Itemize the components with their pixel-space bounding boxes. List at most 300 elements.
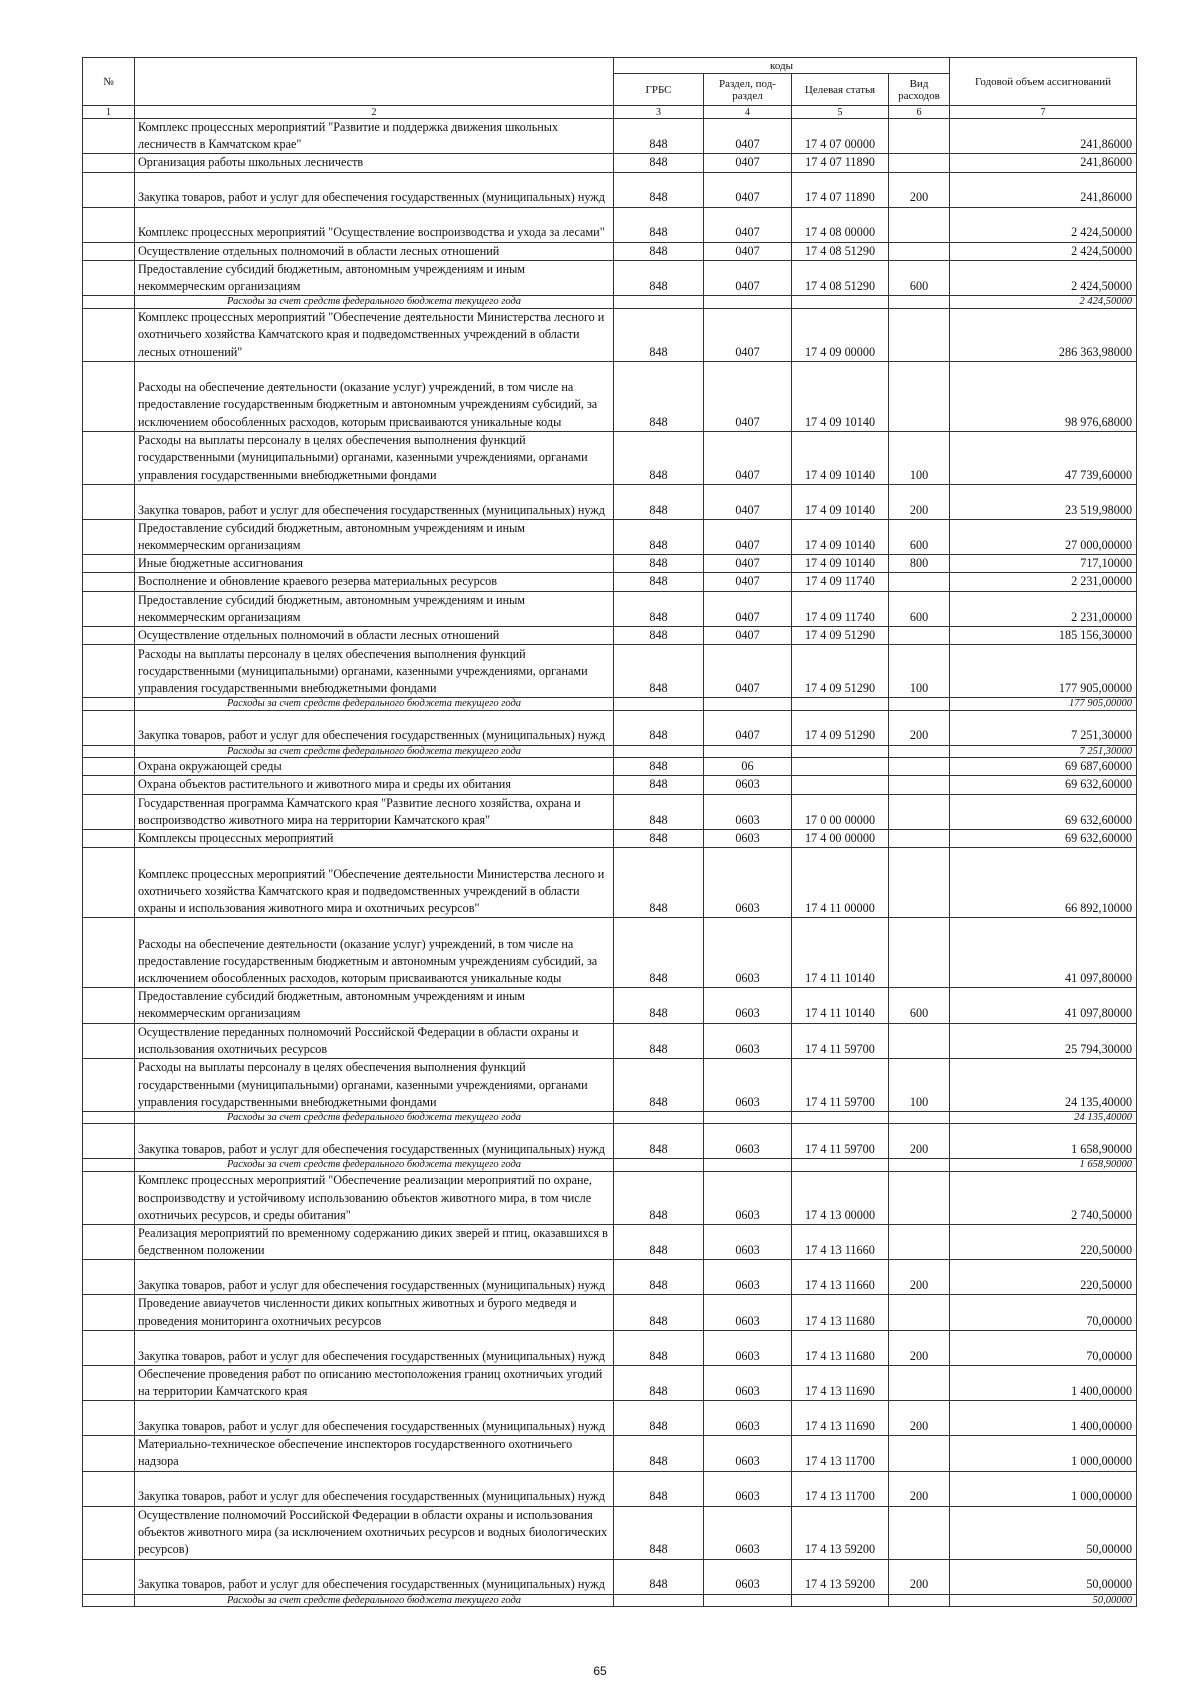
- table-row: [83, 484, 1137, 519]
- table-row: [83, 1260, 1137, 1295]
- cell-razdel: 0603: [704, 1330, 792, 1365]
- cell-amount: 1 400,00000: [950, 1365, 1137, 1400]
- table-row: [83, 1171, 1137, 1224]
- cell-grbs: 848: [614, 710, 704, 745]
- cell-tselevaya: 17 4 09 10140: [792, 431, 889, 484]
- cell-vid: [889, 296, 950, 309]
- cell-tselevaya: 17 4 13 59200: [792, 1506, 889, 1559]
- cell-name: Закупка товаров, работ и услуг для обеспечения государственных (муниципальных) нужд: [135, 1471, 614, 1506]
- cell-num: [83, 1224, 135, 1259]
- cell-razdel: 0407: [704, 555, 792, 573]
- cell-razdel: 0407: [704, 519, 792, 554]
- cell-vid: 100: [889, 645, 950, 698]
- cell-num: [83, 1436, 135, 1471]
- cell-name: Осуществление отдельных полномочий в области лесных отношений: [135, 242, 614, 260]
- cell-amount: 2 424,50000: [950, 296, 1137, 309]
- cell-razdel: 0603: [704, 1295, 792, 1330]
- cell-grbs: 848: [614, 1124, 704, 1159]
- cell-razdel: 0407: [704, 591, 792, 626]
- cell-razdel: 0603: [704, 1401, 792, 1436]
- cell-num: [83, 484, 135, 519]
- cell-razdel: 0407: [704, 710, 792, 745]
- cell-vid: [889, 1594, 950, 1607]
- federal-subrow: [83, 698, 1137, 711]
- table-row: [83, 1471, 1137, 1506]
- table-row: [83, 1224, 1137, 1259]
- cell-amount: 69 632,60000: [950, 776, 1137, 794]
- cell-tselevaya: [792, 1594, 889, 1607]
- cell-num: [83, 626, 135, 644]
- table-row: [83, 1023, 1137, 1058]
- cell-razdel: 0407: [704, 119, 792, 154]
- table-row: [83, 573, 1137, 591]
- cell-grbs: 848: [614, 555, 704, 573]
- cell-amount: 220,50000: [950, 1260, 1137, 1295]
- cell-razdel: 0603: [704, 1260, 792, 1295]
- header-grbs: ГРБС: [614, 74, 704, 106]
- cell-grbs: 848: [614, 154, 704, 172]
- cell-name: Комплекс процессных мероприятий "Обеспечение деятельности Министерства лесного и охотничьего хозяйства Камчатского края и подведомственных учреждений в области охраны и использования животного мира и охотничьих ресурсов": [135, 848, 614, 918]
- cell-num: [83, 848, 135, 918]
- cell-vid: [889, 573, 950, 591]
- cell-razdel: 0603: [704, 988, 792, 1023]
- cell-num: [83, 555, 135, 573]
- cell-tselevaya: [792, 776, 889, 794]
- table-row: [83, 1401, 1137, 1436]
- table-row: [83, 1506, 1137, 1559]
- cell-grbs: 848: [614, 1471, 704, 1506]
- cell-razdel: 0603: [704, 1058, 792, 1111]
- cell-tselevaya: 17 4 09 10140: [792, 484, 889, 519]
- cell-vid: [889, 698, 950, 711]
- colnum-3: 3: [614, 106, 704, 119]
- cell-amount: 98 976,68000: [950, 361, 1137, 431]
- cell-razdel: [704, 698, 792, 711]
- cell-amount: 69 632,60000: [950, 794, 1137, 829]
- cell-num: [83, 1365, 135, 1400]
- cell-vid: 200: [889, 1124, 950, 1159]
- table-row: [83, 555, 1137, 573]
- cell-name: Закупка товаров, работ и услуг для обеспечения государственных (муниципальных) нужд: [135, 172, 614, 207]
- cell-grbs: 848: [614, 1224, 704, 1259]
- cell-vid: 200: [889, 1559, 950, 1594]
- cell-num: [83, 119, 135, 154]
- cell-amount: 1 000,00000: [950, 1436, 1137, 1471]
- cell-tselevaya: 17 4 13 11660: [792, 1224, 889, 1259]
- cell-vid: 200: [889, 484, 950, 519]
- cell-razdel: 0407: [704, 626, 792, 644]
- cell-tselevaya: [792, 698, 889, 711]
- cell-tselevaya: 17 4 13 59200: [792, 1559, 889, 1594]
- cell-vid: [889, 119, 950, 154]
- cell-razdel: 0407: [704, 573, 792, 591]
- cell-razdel: 0407: [704, 484, 792, 519]
- cell-num: [83, 1330, 135, 1365]
- cell-vid: 200: [889, 1260, 950, 1295]
- cell-amount: 70,00000: [950, 1295, 1137, 1330]
- cell-grbs: 848: [614, 794, 704, 829]
- cell-name: Комплекс процессных мероприятий "Развитие и поддержка движения школьных лесничеств в Камчатском крае": [135, 119, 614, 154]
- cell-num: [83, 1159, 135, 1172]
- cell-grbs: 848: [614, 242, 704, 260]
- cell-amount: 50,00000: [950, 1506, 1137, 1559]
- cell-vid: [889, 361, 950, 431]
- cell-vid: [889, 1295, 950, 1330]
- cell-name: Расходы за счет средств федерального бюджета текущего года: [135, 745, 614, 758]
- cell-vid: [889, 745, 950, 758]
- cell-razdel: [704, 1594, 792, 1607]
- cell-vid: [889, 1436, 950, 1471]
- cell-grbs: 848: [614, 776, 704, 794]
- federal-subrow: [83, 1111, 1137, 1124]
- cell-grbs: 848: [614, 1559, 704, 1594]
- table-row: [83, 918, 1137, 988]
- cell-vid: [889, 848, 950, 918]
- cell-tselevaya: 17 0 00 00000: [792, 794, 889, 829]
- cell-name: Расходы на выплаты персоналу в целях обеспечения выполнения функций государственными (муниципальными) органами, казенными учреждениями, органами управления государственными внебюджетными фондами: [135, 431, 614, 484]
- table-row: [83, 829, 1137, 847]
- cell-name: Расходы на выплаты персоналу в целях обеспечения выполнения функций государственными (муниципальными) органами, казенными учреждениями, органами управления государственными внебюджетными фондами: [135, 1058, 614, 1111]
- cell-num: [83, 260, 135, 295]
- cell-razdel: [704, 745, 792, 758]
- cell-name: Закупка товаров, работ и услуг для обеспечения государственных (муниципальных) нужд: [135, 484, 614, 519]
- cell-tselevaya: [792, 758, 889, 776]
- cell-tselevaya: 17 4 08 51290: [792, 260, 889, 295]
- cell-amount: 7 251,30000: [950, 745, 1137, 758]
- cell-amount: 220,50000: [950, 1224, 1137, 1259]
- cell-tselevaya: 17 4 08 51290: [792, 242, 889, 260]
- cell-name: Комплекс процессных мероприятий "Обеспечение деятельности Министерства лесного и охотничьего хозяйства Камчатского края и подведомственных учреждений в области лесных отношений": [135, 308, 614, 361]
- cell-grbs: 848: [614, 119, 704, 154]
- cell-grbs: 848: [614, 1023, 704, 1058]
- cell-tselevaya: 17 4 07 11890: [792, 154, 889, 172]
- cell-num: [83, 918, 135, 988]
- cell-num: [83, 710, 135, 745]
- cell-num: [83, 308, 135, 361]
- table-row: [83, 710, 1137, 745]
- table-row: [83, 848, 1137, 918]
- cell-name: Предоставление субсидий бюджетным, автономным учреждениям и иным некоммерческим организациям: [135, 260, 614, 295]
- cell-vid: 200: [889, 1330, 950, 1365]
- cell-grbs: 848: [614, 626, 704, 644]
- cell-grbs: 848: [614, 484, 704, 519]
- cell-grbs: [614, 1111, 704, 1124]
- cell-vid: [889, 1365, 950, 1400]
- cell-num: [83, 1559, 135, 1594]
- cell-grbs: [614, 296, 704, 309]
- cell-razdel: 0407: [704, 645, 792, 698]
- cell-name: Восполнение и обновление краевого резерва материальных ресурсов: [135, 573, 614, 591]
- cell-name: Организация работы школьных лесничеств: [135, 154, 614, 172]
- cell-num: [83, 1295, 135, 1330]
- cell-tselevaya: 17 4 11 10140: [792, 988, 889, 1023]
- cell-grbs: 848: [614, 308, 704, 361]
- cell-amount: 717,10000: [950, 555, 1137, 573]
- table-row: [83, 1330, 1137, 1365]
- cell-num: [83, 573, 135, 591]
- table-row: [83, 626, 1137, 644]
- cell-grbs: 848: [614, 1058, 704, 1111]
- cell-vid: [889, 918, 950, 988]
- cell-num: [83, 829, 135, 847]
- table-row: [83, 361, 1137, 431]
- cell-grbs: 848: [614, 1436, 704, 1471]
- cell-amount: 286 363,98000: [950, 308, 1137, 361]
- budget-table: [82, 57, 1137, 1607]
- table-body: [83, 119, 1137, 1607]
- cell-razdel: 0603: [704, 1436, 792, 1471]
- cell-num: [83, 1171, 135, 1224]
- cell-tselevaya: 17 4 11 59700: [792, 1023, 889, 1058]
- cell-name: Осуществление отдельных полномочий в области лесных отношений: [135, 626, 614, 644]
- cell-grbs: 848: [614, 848, 704, 918]
- table-row: [83, 1559, 1137, 1594]
- cell-name: Закупка товаров, работ и услуг для обеспечения государственных (муниципальных) нужд: [135, 1401, 614, 1436]
- cell-name: Закупка товаров, работ и услуг для обеспечения государственных (муниципальных) нужд: [135, 710, 614, 745]
- cell-tselevaya: 17 4 09 10140: [792, 361, 889, 431]
- cell-name: Комплекс процессных мероприятий "Осуществление воспроизводства и ухода за лесами": [135, 207, 614, 242]
- cell-name: Расходы за счет средств федерального бюджета текущего года: [135, 1111, 614, 1124]
- header-name: [135, 58, 614, 106]
- cell-razdel: 0603: [704, 918, 792, 988]
- cell-num: [83, 645, 135, 698]
- cell-vid: 600: [889, 988, 950, 1023]
- cell-vid: 800: [889, 555, 950, 573]
- cell-tselevaya: 17 4 13 11680: [792, 1330, 889, 1365]
- cell-razdel: [704, 1111, 792, 1124]
- cell-grbs: 848: [614, 431, 704, 484]
- table-row: [83, 645, 1137, 698]
- cell-razdel: 0407: [704, 260, 792, 295]
- colnum-6: 6: [889, 106, 950, 119]
- table-row: [83, 207, 1137, 242]
- cell-grbs: [614, 698, 704, 711]
- cell-amount: 2 740,50000: [950, 1171, 1137, 1224]
- table-row: [83, 591, 1137, 626]
- cell-num: [83, 698, 135, 711]
- cell-vid: 600: [889, 260, 950, 295]
- cell-vid: 200: [889, 172, 950, 207]
- cell-tselevaya: 17 4 09 10140: [792, 555, 889, 573]
- cell-num: [83, 207, 135, 242]
- cell-grbs: 848: [614, 1506, 704, 1559]
- cell-amount: 2 231,00000: [950, 591, 1137, 626]
- header-tselevaya: Целевая статья: [792, 74, 889, 106]
- cell-num: [83, 296, 135, 309]
- cell-razdel: 0603: [704, 1171, 792, 1224]
- cell-grbs: 848: [614, 172, 704, 207]
- table-row: [83, 431, 1137, 484]
- cell-amount: 241,86000: [950, 154, 1137, 172]
- cell-amount: 241,86000: [950, 119, 1137, 154]
- cell-grbs: [614, 1159, 704, 1172]
- header-amount: Годовой объем ассигнований: [950, 58, 1137, 106]
- cell-grbs: 848: [614, 918, 704, 988]
- cell-num: [83, 172, 135, 207]
- cell-amount: 50,00000: [950, 1559, 1137, 1594]
- cell-tselevaya: 17 4 13 11660: [792, 1260, 889, 1295]
- cell-razdel: 0603: [704, 1224, 792, 1259]
- cell-tselevaya: 17 4 09 00000: [792, 308, 889, 361]
- cell-num: [83, 1401, 135, 1436]
- cell-amount: 241,86000: [950, 172, 1137, 207]
- cell-razdel: 0603: [704, 1559, 792, 1594]
- cell-grbs: 848: [614, 1365, 704, 1400]
- cell-amount: 24 135,40000: [950, 1058, 1137, 1111]
- cell-tselevaya: 17 4 00 00000: [792, 829, 889, 847]
- cell-num: [83, 242, 135, 260]
- cell-grbs: 848: [614, 260, 704, 295]
- cell-amount: 70,00000: [950, 1330, 1137, 1365]
- cell-num: [83, 776, 135, 794]
- cell-num: [83, 745, 135, 758]
- cell-vid: [889, 1171, 950, 1224]
- cell-amount: 1 400,00000: [950, 1401, 1137, 1436]
- cell-name: Охрана окружающей среды: [135, 758, 614, 776]
- cell-razdel: 0407: [704, 308, 792, 361]
- cell-tselevaya: 17 4 11 59700: [792, 1124, 889, 1159]
- cell-tselevaya: 17 4 09 51290: [792, 626, 889, 644]
- federal-subrow: [83, 1159, 1137, 1172]
- cell-name: Реализация мероприятий по временному содержанию диких зверей и птиц, оказавшихся в бедственном положении: [135, 1224, 614, 1259]
- cell-tselevaya: [792, 1159, 889, 1172]
- cell-razdel: 0603: [704, 794, 792, 829]
- cell-name: Расходы на обеспечение деятельности (оказание услуг) учреждений, в том числе на предоставление государственным бюджетным и автономным учреждениям субсидий, за исключением обособленных расходов, которым присваиваются уникальные коды: [135, 918, 614, 988]
- cell-name: Предоставление субсидий бюджетным, автономным учреждениям и иным некоммерческим организациям: [135, 988, 614, 1023]
- cell-name: Осуществление переданных полномочий Российской Федерации в области охраны и использования охотничьих ресурсов: [135, 1023, 614, 1058]
- table-row: [83, 154, 1137, 172]
- cell-name: Предоставление субсидий бюджетным, автономным учреждениям и иным некоммерческим организациям: [135, 591, 614, 626]
- cell-razdel: 0603: [704, 1506, 792, 1559]
- table-row: [83, 794, 1137, 829]
- cell-num: [83, 154, 135, 172]
- table-row: [83, 988, 1137, 1023]
- cell-vid: [889, 776, 950, 794]
- federal-subrow: [83, 296, 1137, 309]
- cell-razdel: 0603: [704, 1365, 792, 1400]
- cell-num: [83, 758, 135, 776]
- page-number: 65: [593, 1664, 607, 1678]
- colnum-5: 5: [792, 106, 889, 119]
- cell-tselevaya: 17 4 09 11740: [792, 573, 889, 591]
- cell-grbs: 848: [614, 829, 704, 847]
- cell-amount: 2 231,00000: [950, 573, 1137, 591]
- cell-grbs: [614, 1594, 704, 1607]
- table-row: [83, 519, 1137, 554]
- colnum-1: 1: [83, 106, 135, 119]
- cell-tselevaya: 17 4 11 10140: [792, 918, 889, 988]
- cell-name: Расходы на обеспечение деятельности (оказание услуг) учреждений, в том числе на предоставление государственным бюджетным и автономным учреждениям субсидий, за исключением обособленных расходов, которым присваиваются уникальные коды: [135, 361, 614, 431]
- cell-tselevaya: 17 4 09 10140: [792, 519, 889, 554]
- cell-name: Закупка товаров, работ и услуг для обеспечения государственных (муниципальных) нужд: [135, 1559, 614, 1594]
- cell-grbs: 848: [614, 1330, 704, 1365]
- table-row: [83, 758, 1137, 776]
- cell-name: Закупка товаров, работ и услуг для обеспечения государственных (муниципальных) нужд: [135, 1330, 614, 1365]
- header-vid: Вид расходов: [889, 74, 950, 106]
- federal-subrow: [83, 1594, 1137, 1607]
- cell-vid: [889, 207, 950, 242]
- cell-grbs: 848: [614, 519, 704, 554]
- cell-amount: 69 687,60000: [950, 758, 1137, 776]
- table-row: [83, 1058, 1137, 1111]
- cell-razdel: 0407: [704, 207, 792, 242]
- cell-amount: 2 424,50000: [950, 242, 1137, 260]
- cell-vid: [889, 154, 950, 172]
- cell-amount: 27 000,00000: [950, 519, 1137, 554]
- cell-num: [83, 519, 135, 554]
- cell-vid: [889, 308, 950, 361]
- cell-name: Комплексы процессных мероприятий: [135, 829, 614, 847]
- cell-num: [83, 1594, 135, 1607]
- cell-razdel: [704, 296, 792, 309]
- colnum-4: 4: [704, 106, 792, 119]
- cell-num: [83, 431, 135, 484]
- cell-tselevaya: 17 4 09 11740: [792, 591, 889, 626]
- cell-amount: 177 905,00000: [950, 698, 1137, 711]
- cell-num: [83, 591, 135, 626]
- cell-vid: [889, 1023, 950, 1058]
- cell-razdel: 0407: [704, 154, 792, 172]
- cell-vid: [889, 758, 950, 776]
- table-row: [83, 242, 1137, 260]
- cell-grbs: 848: [614, 645, 704, 698]
- cell-amount: 7 251,30000: [950, 710, 1137, 745]
- cell-tselevaya: 17 4 09 51290: [792, 645, 889, 698]
- colnum-2: 2: [135, 106, 614, 119]
- cell-tselevaya: [792, 1111, 889, 1124]
- table-header: [83, 58, 1137, 119]
- cell-vid: [889, 1111, 950, 1124]
- table-row: [83, 119, 1137, 154]
- federal-subrow: [83, 745, 1137, 758]
- cell-razdel: 0407: [704, 242, 792, 260]
- cell-razdel: 0603: [704, 1023, 792, 1058]
- table-row: [83, 1124, 1137, 1159]
- table-row: [83, 260, 1137, 295]
- cell-vid: 600: [889, 591, 950, 626]
- cell-razdel: 0603: [704, 829, 792, 847]
- cell-tselevaya: 17 4 07 11890: [792, 172, 889, 207]
- cell-vid: [889, 1224, 950, 1259]
- cell-tselevaya: 17 4 07 00000: [792, 119, 889, 154]
- cell-amount: 50,00000: [950, 1594, 1137, 1607]
- table-row: [83, 1436, 1137, 1471]
- table-row: [83, 1365, 1137, 1400]
- cell-num: [83, 988, 135, 1023]
- cell-vid: 100: [889, 1058, 950, 1111]
- cell-tselevaya: 17 4 08 00000: [792, 207, 889, 242]
- cell-grbs: 848: [614, 758, 704, 776]
- cell-amount: 1 658,90000: [950, 1159, 1137, 1172]
- cell-amount: 25 794,30000: [950, 1023, 1137, 1058]
- header-num: №: [83, 58, 135, 106]
- cell-grbs: 848: [614, 361, 704, 431]
- table-row: [83, 308, 1137, 361]
- cell-vid: [889, 626, 950, 644]
- cell-vid: 100: [889, 431, 950, 484]
- cell-name: Расходы за счет средств федерального бюджета текущего года: [135, 698, 614, 711]
- cell-name: Иные бюджетные ассигнования: [135, 555, 614, 573]
- cell-grbs: 848: [614, 988, 704, 1023]
- cell-tselevaya: 17 4 11 00000: [792, 848, 889, 918]
- cell-amount: 69 632,60000: [950, 829, 1137, 847]
- budget-sheet: [82, 57, 1136, 1607]
- cell-amount: 24 135,40000: [950, 1111, 1137, 1124]
- cell-vid: 200: [889, 1471, 950, 1506]
- cell-num: [83, 1124, 135, 1159]
- cell-num: [83, 1111, 135, 1124]
- cell-name: Комплекс процессных мероприятий "Обеспечение реализации мероприятий по охране, воспроизводству и устойчивому использованию объектов животного мира, в том числе охотничьих ресурсов, и среды обитания": [135, 1171, 614, 1224]
